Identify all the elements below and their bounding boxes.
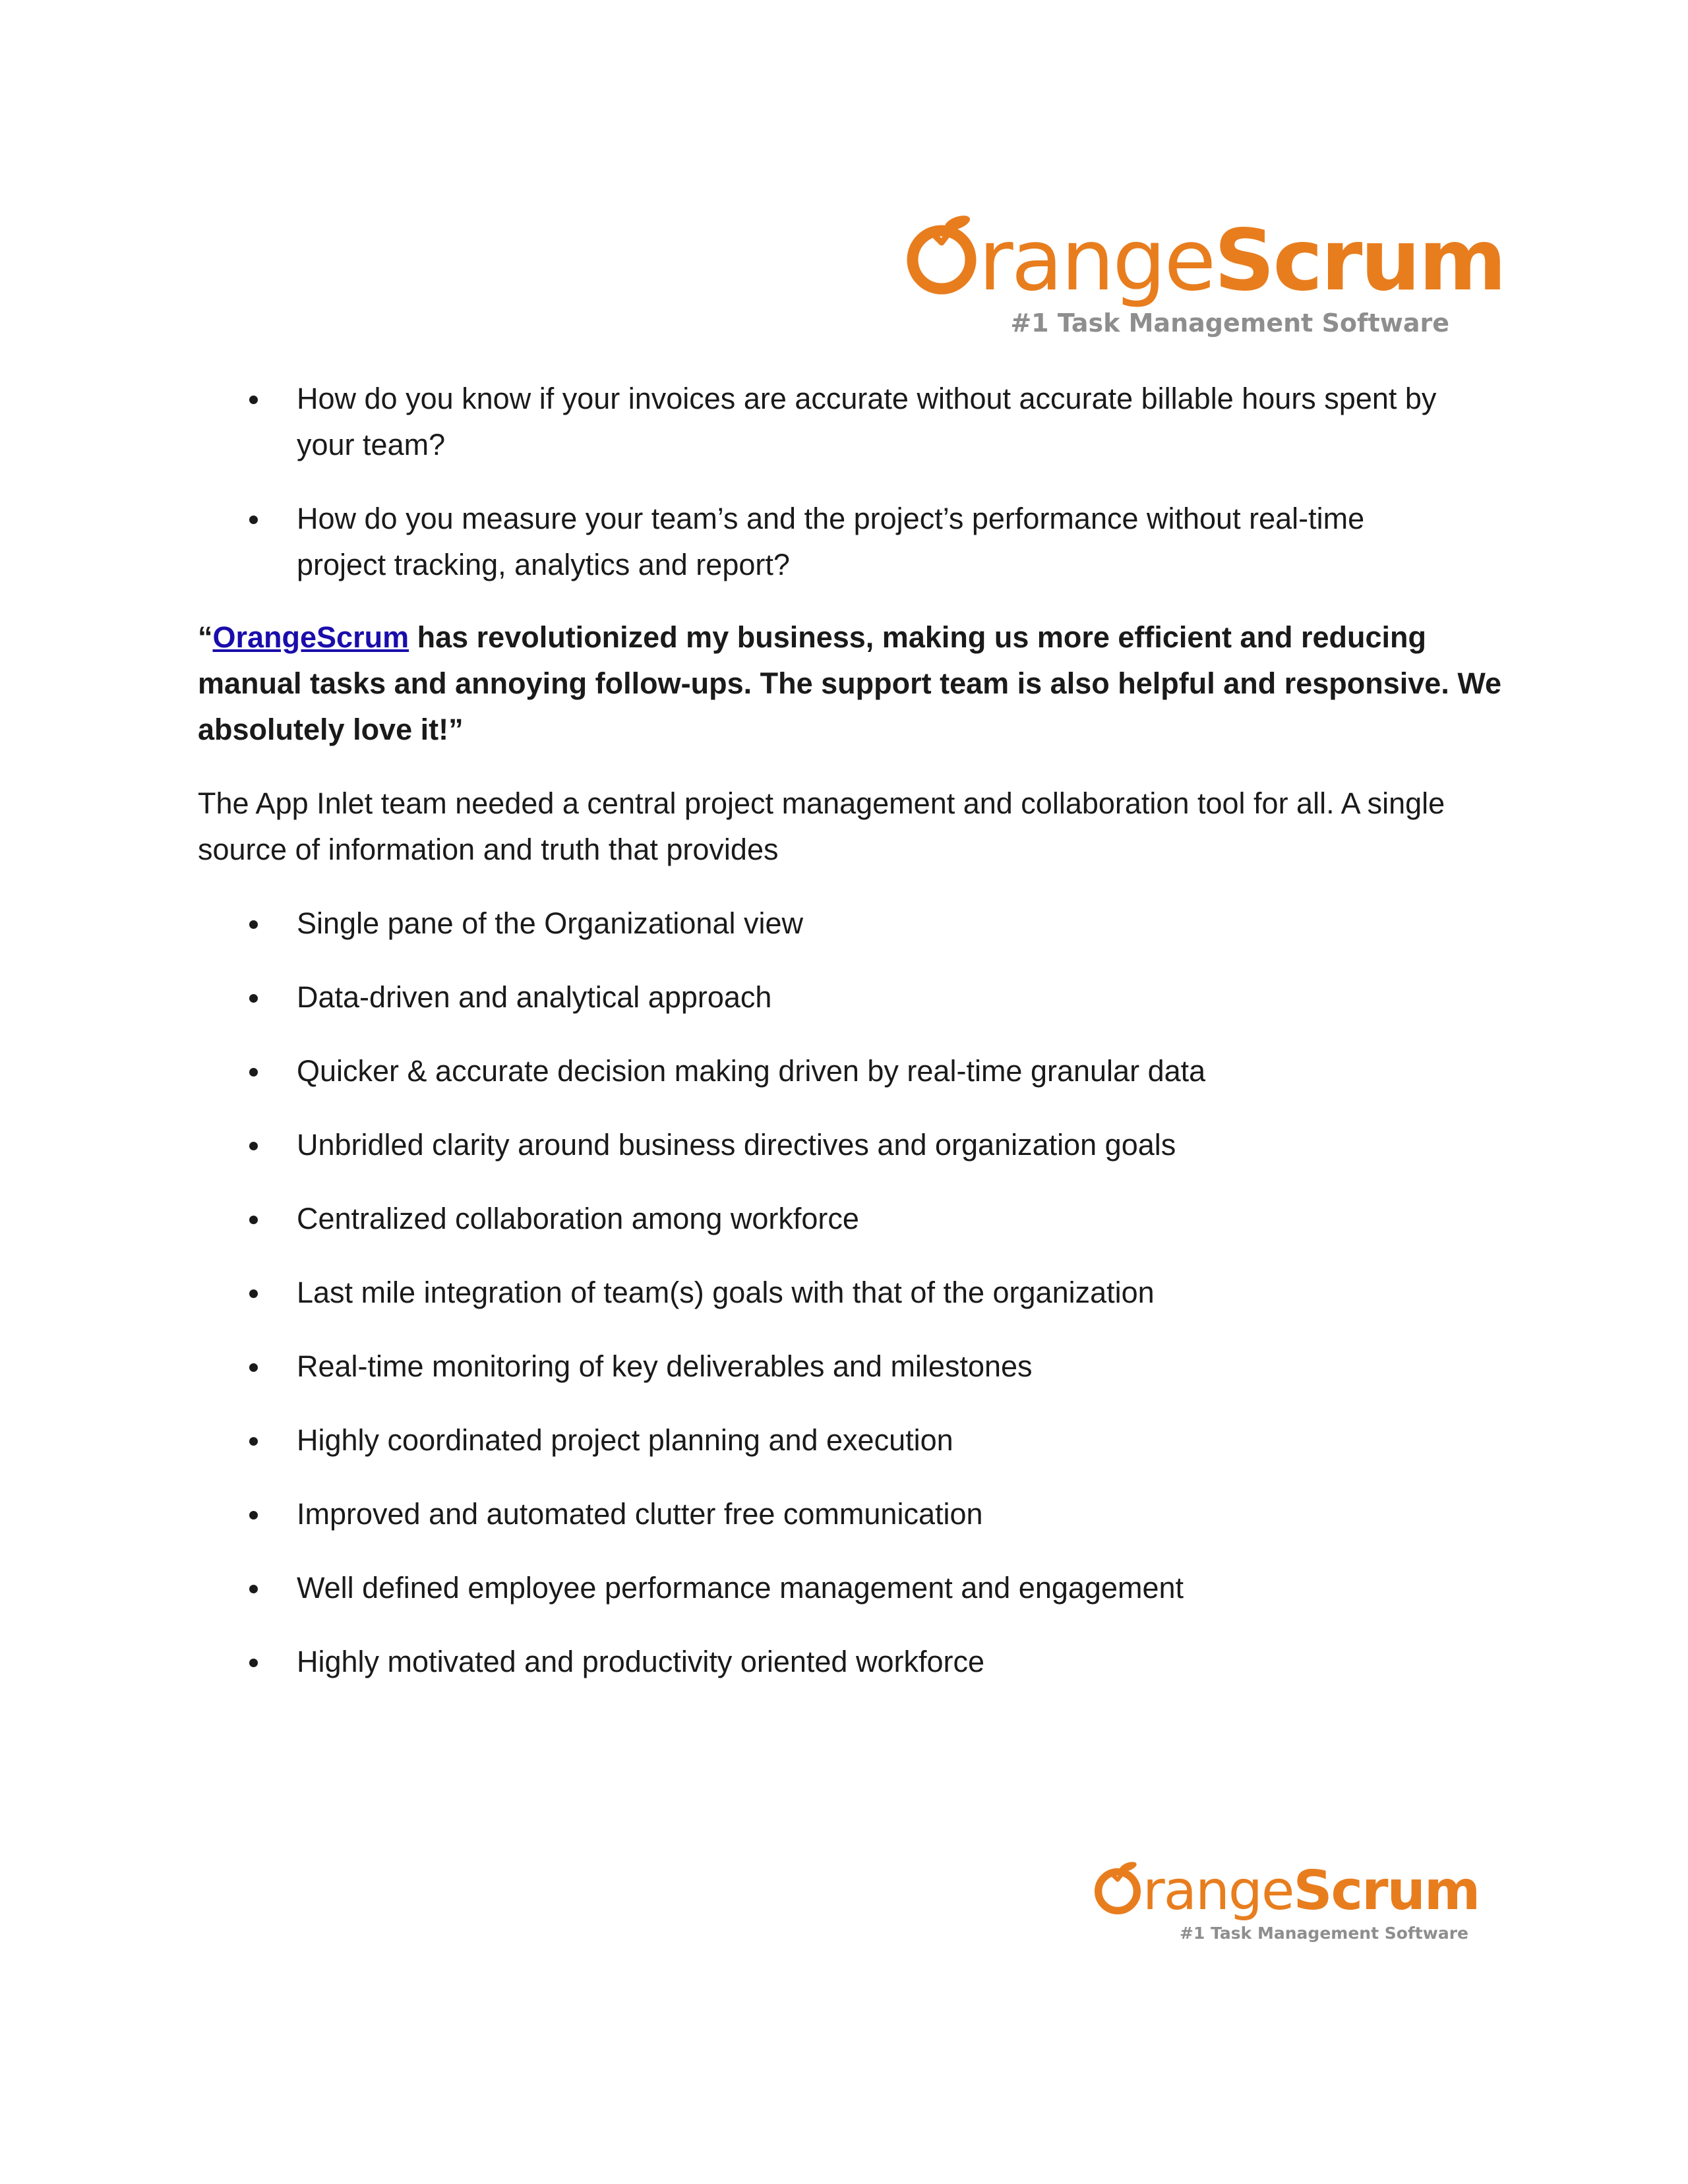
bullet-icon [249, 1289, 258, 1298]
logo-wordmark: rangeScrum [979, 212, 1505, 310]
bullet-icon [249, 1437, 258, 1446]
orange-fruit-icon [902, 206, 981, 298]
testimonial-quote: “OrangeScrum has revolutionized my business, making us more efficient and reducing manual tasks and annoying follow-ups. The support team is also helpful and responsive. We absolutely love it!” [198, 620, 1502, 746]
description-paragraph: The App Inlet team needed a central project management and collaboration tool for all. A single source of information and truth that provides [198, 786, 1445, 866]
logo-tagline: #1 Task Management Software [1010, 309, 1449, 338]
orange-fruit-icon [1091, 1855, 1144, 1917]
document-page: rangeScrum #1 Task Management Software How do you know if your invoices are accurate without accurate billable hours spent by your team? How do you measure your team’s and the project’s performance without real-time project tracking, analytics and report? “OrangeScrum has revolutionized my business, making us more efficient and reducing manual tasks and annoying follow-ups. The support team is also helpful and responsive. We absolutely love it!” The App Inlet team needed a central project management and collaboration tool for all. A single source of information and truth that provides Single pane of the Organizational view Data-driven and analytical approach Quicker & accurate decision making driven by real-time granular data Unbridled clarity around business directives and organization goals Centralized collaboration among workforce Last mile integration of team(s) goals with that of the organization Real-time monitoring of key deliverables and milestones Highly coordinated project planning and execution Improved and automated clutter free communication Well defined employee performance management and engagement Highly motivated and productivity oriented workforce rangeScrum #1 Task Management Software [0, 0, 1688, 2184]
orangescrum-logo-footer [1091, 1852, 1480, 1950]
bullet-icon [249, 516, 258, 524]
bullet-icon [249, 1585, 258, 1593]
orangescrum-link[interactable]: OrangeScrum [212, 620, 409, 654]
bullet-icon [249, 396, 258, 404]
bullet-icon [249, 920, 258, 929]
bullet-icon [249, 1511, 258, 1520]
orangescrum-logo-header [902, 195, 1505, 347]
logo-wordmark: rangeScrum [1143, 1860, 1480, 1922]
bullet-icon [249, 1142, 258, 1150]
bullet-icon [249, 1216, 258, 1224]
bullet-icon [249, 1068, 258, 1077]
logo-tagline: #1 Task Management Software [1180, 1924, 1468, 1943]
bullet-icon [249, 1363, 258, 1372]
bullet-icon [249, 994, 258, 1003]
bullet-icon [249, 1659, 258, 1667]
